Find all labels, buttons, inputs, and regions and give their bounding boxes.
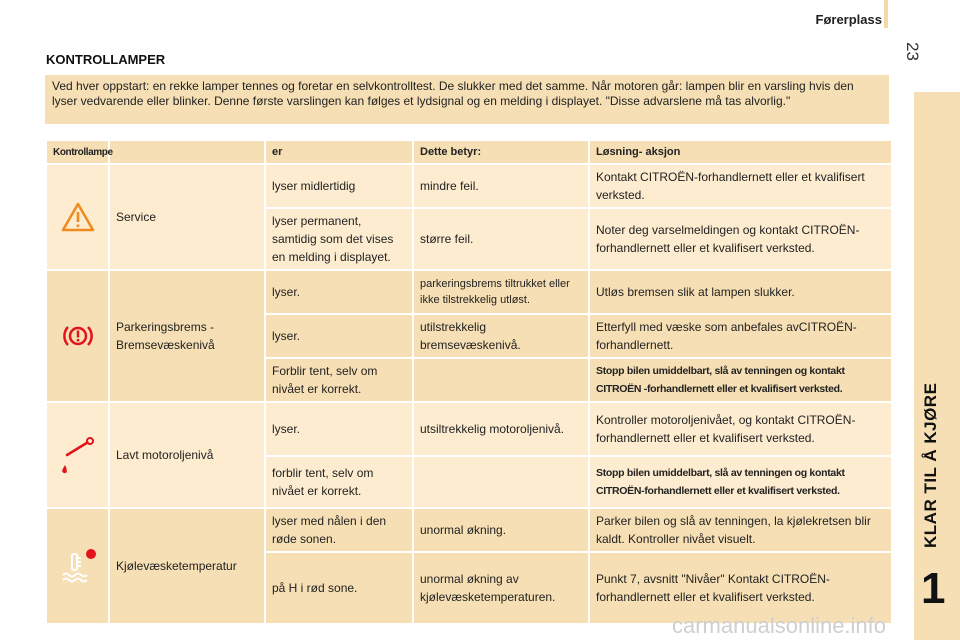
lamp-name: Kjølevæsketemperatur [109, 508, 265, 624]
lamp-meaning: mindre feil. [413, 164, 589, 208]
header-state: er [265, 140, 413, 164]
lamp-meaning: unormal økning av kjølevæsketemperaturen. [413, 552, 589, 624]
header-lamp: Kontrollampe [46, 140, 109, 164]
watermark: carmanualsonline.info [672, 613, 887, 638]
lamp-state: lyser permanent, samtidig som det vises en melding i displayet. [265, 208, 413, 270]
lamp-icon-cell [46, 508, 109, 624]
lamp-action: Noter deg varselmeldingen og kontakt CITROËN-forhandlernett eller et kvalifisert verksted. [589, 208, 892, 270]
lamp-meaning: utsiltrekkelig motoroljenivå. [413, 402, 589, 456]
lamp-meaning: unormal økning. [413, 508, 589, 552]
lamp-name: Parkeringsbrems - Bremsevæskenivå [109, 270, 265, 402]
lamp-meaning: parkeringsbrems tiltrukket eller ikke tilstrekkelig utløst. [413, 270, 589, 314]
lamp-action: Stopp bilen umiddelbart, slå av tenningen og kontakt CITROËN-forhandlernett eller et kvalifisert verksted. [589, 456, 892, 508]
section-title: KONTROLLAMPER [46, 52, 166, 67]
lamp-action: Kontroller motoroljenivået, og kontakt CITROËN-forhandlernett eller et kvalifisert verksted. [589, 402, 892, 456]
chapter-side-tab [914, 92, 960, 640]
lamp-state: forblir tent, selv om nivået er korrekt. [265, 456, 413, 508]
lamp-state: lyser midlertidig [265, 164, 413, 208]
lamp-action: Kontakt CITROËN-forhandlernett eller et kvalifisert verksted. [589, 164, 892, 208]
page-number: 23 [903, 42, 922, 61]
lamp-icon-cell [46, 270, 109, 402]
lamp-meaning: større feil. [413, 208, 589, 270]
lamp-icon-cell [46, 402, 109, 508]
section-header: Førerplass [815, 12, 882, 27]
lamp-name: Lavt motoroljenivå [109, 402, 265, 508]
warning-lamps-table [45, 139, 893, 625]
warning-triangle-icon [53, 202, 102, 232]
lamp-action: Utløs bremsen slik at lampen slukker. [589, 270, 892, 314]
lamp-action: Parker bilen og slå av tenningen, la kjølekretsen blir kaldt. Kontroller nivået visuelt. [589, 508, 892, 552]
lamp-action: Etterfyll med væske som anbefales avCITROËN-forhandlernett. [589, 314, 892, 358]
table-row [46, 508, 892, 552]
brake-warning-icon [53, 323, 102, 349]
lamp-name: Service [109, 164, 265, 270]
lamp-state: lyser. [265, 314, 413, 358]
header-blank [109, 140, 265, 164]
lamp-action: Punkt 7, avsnitt "Nivåer" Kontakt CITROËN-forhandlernett eller et kvalifisert verksted. [589, 552, 892, 624]
table-header-row [46, 140, 892, 164]
lamp-state: på H i rød sone. [265, 552, 413, 624]
lamp-action: Stopp bilen umiddelbart, slå av tenningen og kontakt CITROËN -forhandlernett eller et kvalifisert verksted. [589, 358, 892, 402]
table-row [46, 402, 892, 456]
lamp-state: lyser. [265, 402, 413, 456]
header-meaning: Dette betyr: [413, 140, 589, 164]
table-row [46, 164, 892, 208]
lamp-meaning [413, 358, 589, 402]
table-row [46, 270, 892, 314]
intro-paragraph: Ved hver oppstart: en rekke lamper tennes og foretar en selvkontrolltest. De slukker med det samme. Når motoren går: lampen blir en varsling hvis den lyser vedvarende eller blinker. Denne første varslingen kan følges et lydsignal og en melding i displayet. "Disse advarslene må tas alvorlig." [45, 75, 889, 124]
lamp-state: lyser. [265, 270, 413, 314]
oil-level-icon [53, 435, 102, 475]
lamp-icon-cell [46, 164, 109, 270]
coolant-temperature-icon [53, 546, 102, 586]
lamp-meaning [413, 456, 589, 508]
chapter-title: KLAR TIL Å KJØRE [921, 382, 940, 548]
lamp-meaning: utilstrekkelig bremsevæskenivå. [413, 314, 589, 358]
chapter-number: 1 [921, 564, 946, 613]
lamp-state: lyser med nålen i den røde sonen. [265, 508, 413, 552]
header-action: Løsning- aksjon [589, 140, 892, 164]
lamp-state: Forblir tent, selv om nivået er korrekt. [265, 358, 413, 402]
header-divider [884, 0, 888, 28]
